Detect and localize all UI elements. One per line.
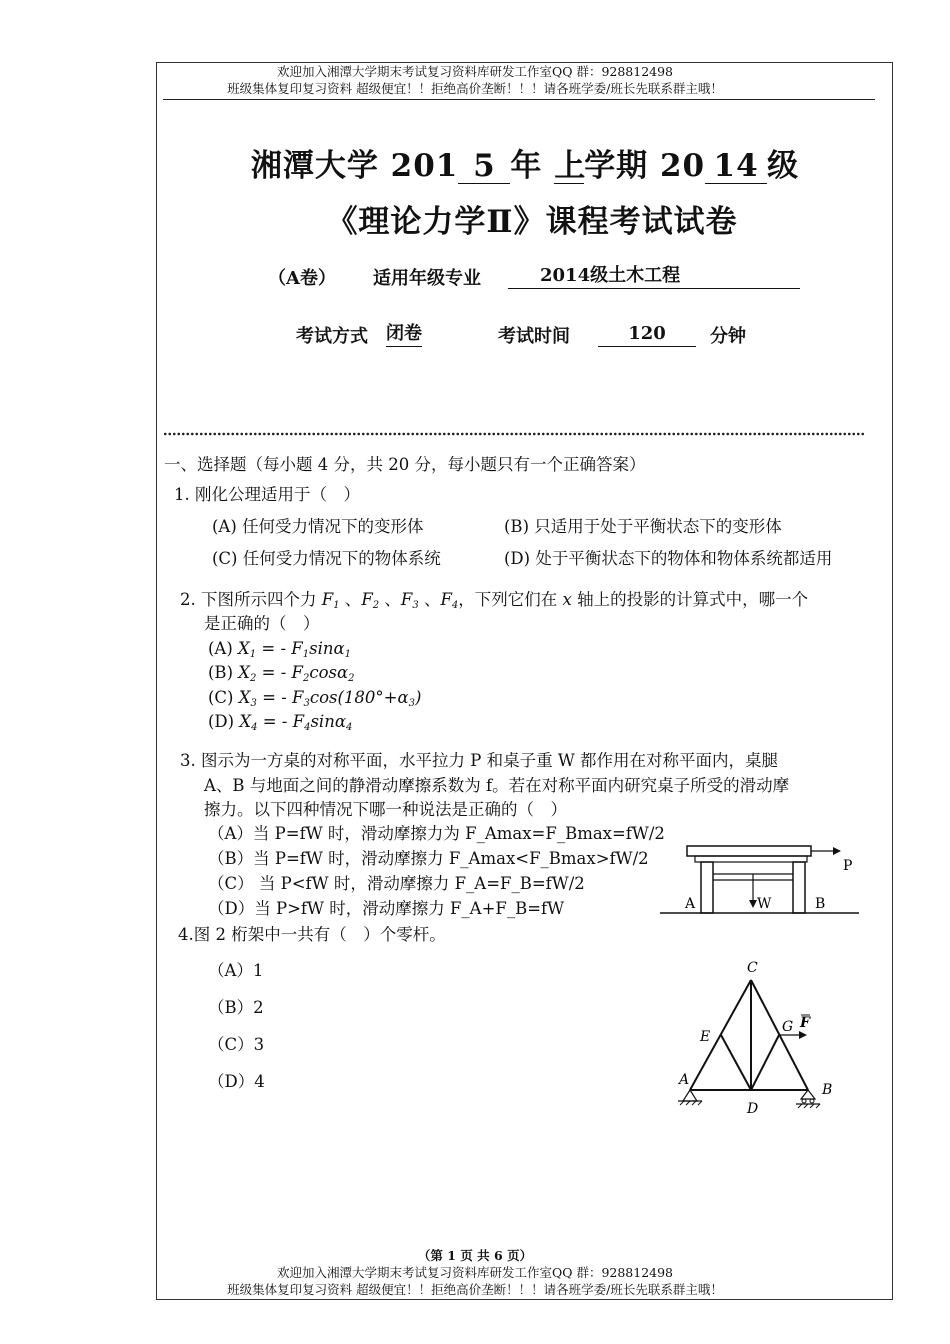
label-a: A: [679, 1072, 690, 1088]
table-figure: [655, 842, 865, 922]
major-label: 适用年级专业: [373, 268, 481, 289]
exam-mode-value: 闭卷: [386, 322, 422, 347]
header-divider: [163, 99, 875, 100]
major-value: 2014级土木工程: [508, 264, 800, 289]
q1-option-c: (C) 任何受力情况下的物体系统: [212, 549, 441, 568]
q3-stem-line-2: A、B 与地面之间的静滑动摩擦系数为 f。若在对称平面内研究桌子所受的滑动摩: [204, 776, 790, 795]
label-p: P: [843, 858, 853, 874]
year-blank: 5: [458, 150, 510, 184]
q3-stem-line-3: 擦力。以下四种情况下哪一种说法是正确的（ ）: [204, 800, 567, 819]
force-f-arrow-head: [799, 1031, 807, 1039]
truss-member-dg: [751, 1035, 779, 1090]
dotted-separator: [163, 432, 866, 436]
label-b: B: [822, 1082, 833, 1098]
exam-title-line-2: 《理论力学Ⅱ》课程考试试卷: [326, 204, 738, 240]
q2-option-b: (B) $X_2$ = - $F_2\cos\alpha_2$: [208, 663, 355, 684]
label-e: E: [700, 1029, 711, 1045]
table-leg-left: [701, 862, 713, 913]
q3-option-c: （C） 当 P<fW 时，滑动摩擦力 F_A=F_B=fW/2: [208, 874, 585, 893]
support-a: [683, 1090, 697, 1101]
weight-arrow-head: [749, 900, 757, 908]
q1-stem: 1. 刚化公理适用于（ ）: [174, 485, 360, 504]
exam-mode-label: 考试方式: [296, 326, 368, 347]
q1-option-b: (B) 只适用于处于平衡状态下的变形体: [504, 517, 782, 536]
footer-line-2: 班级集体复印复习资料 超级便宜！！拒绝高价垄断！！！请各班学委/班长先联系群主哦！: [227, 1282, 723, 1297]
q2-stem-line-2: 是正确的（ ）: [204, 614, 320, 633]
q2-stem-line-1: 2. 下图所示四个力 $F_1$ 、$F_2$ 、$F_3$ 、$F_4$，下列它们在 x 轴上的投影的计算式中，哪一个: [180, 590, 809, 611]
q2-option-a: (A) $X_1$ = - $F_1\sin\alpha_1$: [208, 639, 352, 660]
q3-option-a: （A）当 P=fW 时，滑动摩擦力为 F_Amax=F_Bmax=fW/2: [208, 824, 665, 843]
q4-option-c: （C）3: [208, 1035, 265, 1054]
table-leg-right: [793, 862, 805, 913]
label-c: C: [747, 960, 758, 976]
exam-time-label: 考试时间: [498, 326, 570, 347]
q3-option-d: （D）当 P>fW 时，滑动摩擦力 F_A+F_B=fW: [208, 899, 565, 918]
label-d: D: [747, 1101, 759, 1117]
truss-member-ed: [721, 1035, 751, 1090]
label-a: A: [685, 896, 696, 912]
q1-option-a: (A) 任何受力情况下的变形体: [212, 517, 424, 536]
q2-option-d: (D) $X_4$ = - $F_4\sin\alpha_4$: [208, 712, 353, 733]
q4-option-d: （D）4: [208, 1072, 265, 1091]
label-b: B: [815, 896, 826, 912]
q4-stem: 4.图 2 桁架中一共有（ ）个零杆。: [178, 925, 446, 944]
tabletop: [687, 846, 811, 856]
force-p-arrow-head: [833, 847, 841, 855]
term-blank: 上: [554, 148, 587, 184]
footer-line-1: 欢迎加入湘潭大学期末考试复习资料库研发工作室QQ 群：928812498: [276, 1265, 674, 1280]
header-line-2: 班级集体复印复习资料 超级便宜！！拒绝高价垄断！！！请各班学委/班长先联系群主哦！: [227, 81, 723, 96]
exam-time-unit: 分钟: [710, 326, 746, 347]
table-apron: [695, 856, 807, 862]
paper-type: （A卷）: [268, 268, 336, 289]
q4-option-a: （A）1: [208, 961, 264, 980]
q3-stem-line-1: 3. 图示为一方桌的对称平面，水平拉力 P 和桌子重 W 都作用在对称平面内，桌腿: [180, 751, 779, 770]
q1-option-d: (D) 处于平衡状态下的物体和物体系统都适用: [504, 549, 833, 568]
exam-title-line-1: 湘潭大学 201 5 年 上学期 20 14 级: [250, 148, 800, 184]
page-number: （第 1 页 共 6 页）: [417, 1248, 533, 1263]
support-b: [801, 1090, 815, 1099]
label-f: F: [800, 1015, 810, 1031]
q3-option-b: （B）当 P=fW 时，滑动摩擦力 F_Amax<F_Bmax>fW/2: [208, 849, 649, 868]
truss-figure: [670, 955, 850, 1120]
q4-option-b: （B）2: [208, 998, 264, 1017]
exam-time-value: 120: [598, 322, 696, 347]
header-line-1: 欢迎加入湘潭大学期末考试复习资料库研发工作室QQ 群：928812498: [276, 64, 674, 79]
label-w: W: [757, 896, 772, 912]
grade-blank: 14: [705, 150, 767, 184]
label-g: G: [782, 1019, 794, 1035]
section-heading: 一、选择题（每小题 4 分，共 20 分，每小题只有一个正确答案）: [164, 455, 646, 474]
q2-option-c: (C) $X_3$ = - $F_3\cos(180^\circ+\alpha_3)$: [208, 688, 422, 709]
